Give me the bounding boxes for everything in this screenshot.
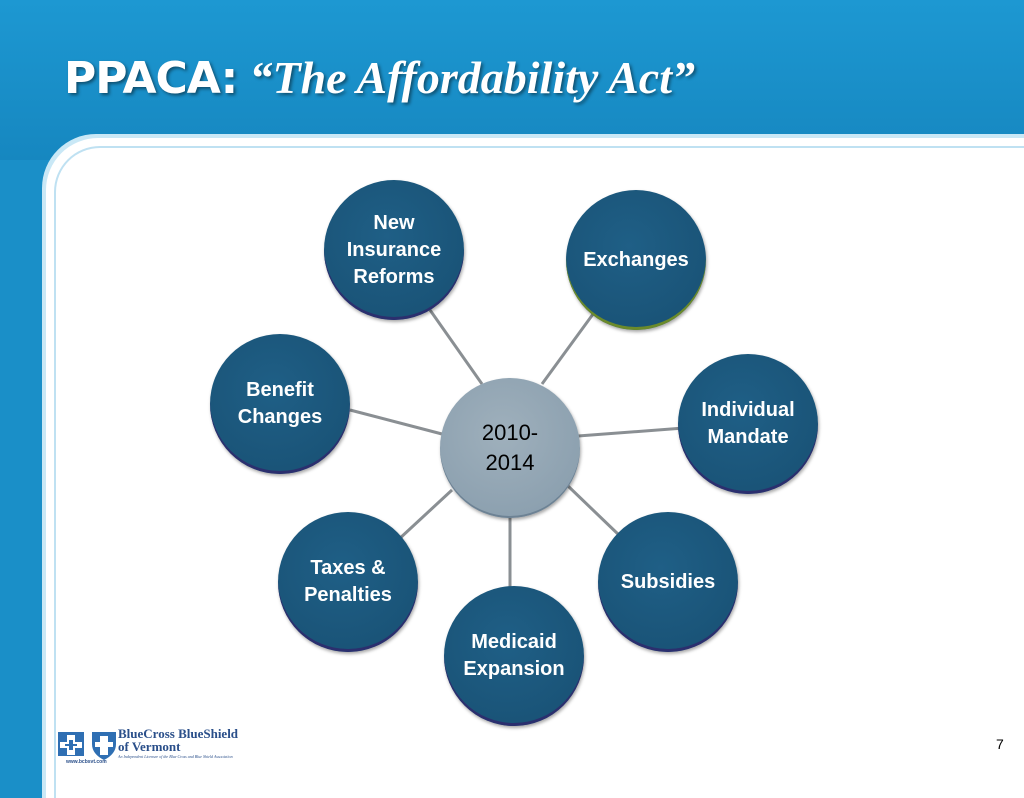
node-center-timeline: [440, 378, 580, 518]
logo-line1: BlueCross BlueShield: [118, 726, 239, 741]
connector-subsidies: [568, 486, 620, 536]
blue-shield-icon: [92, 732, 116, 760]
node-benefit-changes: [210, 334, 350, 474]
connector-taxes-penalties: [398, 490, 452, 540]
connector-exchanges: [542, 310, 596, 384]
blue-cross-icon: [58, 732, 84, 756]
center-label: 2010- 2014: [481, 420, 539, 475]
logo-line2: of Vermont: [118, 739, 181, 754]
page-number: 7: [996, 736, 1004, 752]
node-exchanges: [566, 190, 706, 330]
node-individual-mandate: [678, 354, 818, 494]
connector-new-insurance-reforms: [430, 310, 482, 384]
logo-url: www.bcbsvt.com: [66, 759, 107, 765]
node-medicaid-expansion: [444, 586, 584, 726]
node-label: Individual Mandate: [701, 399, 795, 448]
node-subsidies: [598, 512, 738, 652]
node-label: Benefit Changes: [237, 379, 323, 428]
node-taxes-penalties: [278, 512, 418, 652]
node-label: Exchanges: [583, 248, 689, 271]
connector-benefit-changes: [350, 410, 442, 434]
node-label: Subsidies: [620, 570, 716, 593]
node-label: Medicaid Expansion: [463, 631, 565, 680]
node-label: Taxes & Penalties: [304, 557, 392, 606]
node-new-insurance-reforms: [324, 180, 464, 320]
connector-individual-mandate: [578, 428, 684, 436]
node-label: New Insurance Reforms: [346, 211, 442, 288]
bcbs-wordmark: [118, 727, 238, 753]
title-subtitle: “The Affordability Act”: [249, 52, 695, 103]
title-main: PPACA:: [64, 53, 238, 104]
logo-tagline: An Independent Licensee of the Blue Cross and Blue Shield Association: [118, 754, 233, 759]
